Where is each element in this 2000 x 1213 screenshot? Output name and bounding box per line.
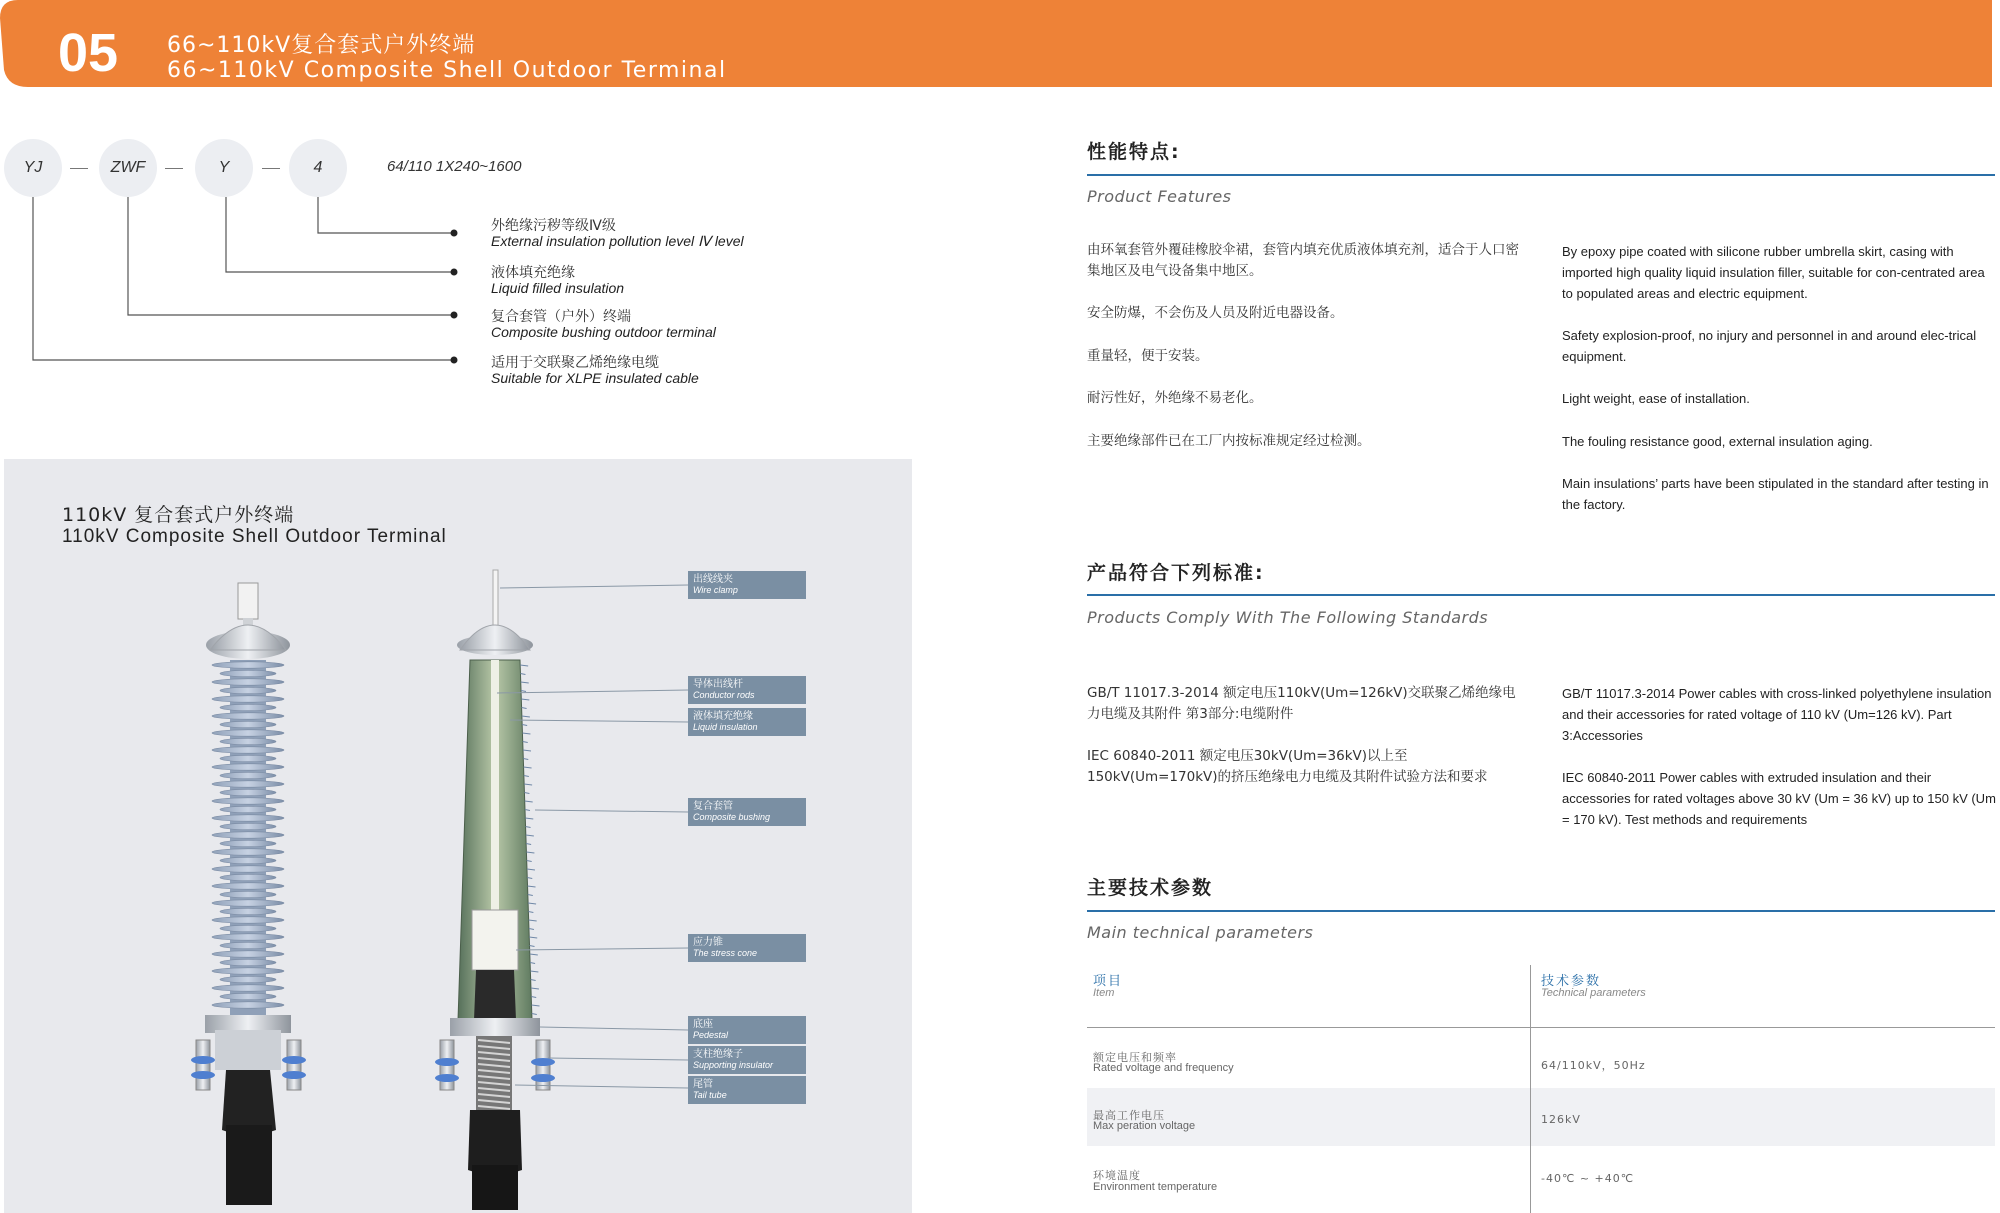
model-code-part: Y [195, 139, 253, 197]
feature-cn: 重量轻，便于安装。 [1087, 348, 1209, 364]
model-note-cn: 适用于交联聚乙烯绝缘电缆 [491, 355, 659, 371]
model-note-en: Composite bushing outdoor terminal [491, 324, 716, 340]
label-conductor-rods: 导体出线杆 Conductor rods [688, 676, 806, 704]
insulator-shed [212, 696, 284, 702]
model-spec: 64/110 1X240~1600 [387, 158, 522, 175]
feature-cn: 耐污性好，外绝缘不易老化。 [1087, 390, 1263, 406]
insulator-shed [212, 832, 284, 838]
section-shed [526, 852, 534, 853]
section-shed [523, 759, 528, 760]
insulator-shed [212, 968, 284, 974]
section-shed [531, 988, 539, 989]
section-shed [530, 954, 538, 955]
insulator-shed [212, 1002, 284, 1008]
model-note-cn: 外绝缘污秽等级Ⅳ级 [491, 218, 616, 234]
section-shed [525, 801, 533, 802]
table-row-value: 64/110kV，50Hz [1541, 1059, 1646, 1072]
insulator-shed [212, 934, 284, 940]
insulator-shed [220, 721, 276, 727]
section-shed [526, 827, 531, 828]
insulator-shed [212, 662, 284, 668]
feature-en: The fouling resistance good, external insulation aging. [1562, 434, 1873, 449]
model-note-en: External insulation pollution level Ⅳ level [491, 233, 744, 249]
standard-cn: IEC 60840-2011 额定电压30kV(Um=36kV)以上至150kV(Um=170kV)的挤压绝缘电力电缆及其附件试验方法和要求 [1087, 748, 1488, 785]
standards-title-cn: 产品符合下列标准: [1087, 562, 1265, 584]
model-note-cn: 复合套管（户外）终端 [491, 309, 631, 325]
table-row-label-en: Environment temperature [1093, 1181, 1218, 1193]
model-code-part: YJ [4, 139, 62, 197]
header-title-cn: 66~110kV复合套式户外终端 [167, 33, 476, 58]
insulator-shed [220, 704, 276, 710]
section-shed [521, 691, 526, 692]
section-shed [526, 835, 534, 836]
insulator-shed [220, 840, 276, 846]
panel-title-cn: 110kV 复合套式户外终端 [62, 504, 295, 526]
section-shed [532, 1014, 537, 1015]
insulator-shed [220, 772, 276, 778]
insulator-shed [212, 849, 284, 855]
section-shed [529, 937, 537, 938]
params-divider [1087, 910, 1995, 912]
insulator-shed [220, 908, 276, 914]
section-shed [521, 699, 529, 700]
label-wire-clamp: 出线线夹 Wire clamp [688, 571, 806, 599]
section-shed [531, 997, 536, 998]
table-row-label-cn: 最高工作电压 [1093, 1109, 1165, 1122]
standards-title-en: Products Comply With The Following Standards [1087, 608, 1489, 627]
section-shed [528, 895, 533, 896]
section-shed [524, 784, 532, 785]
insulator-shed [220, 959, 276, 965]
insulator-shed [212, 951, 284, 957]
model-code-part: 4 [289, 139, 347, 197]
section-shed [523, 742, 528, 743]
section-shed [524, 776, 529, 777]
insulator-shed [220, 670, 276, 676]
insulator-shed [212, 713, 284, 719]
section-shed [527, 869, 535, 870]
label-supporting-insulator: 支柱绝缘子 Supporting insulator [688, 1046, 806, 1074]
label-tail-tube: 尾管 Tail tube [688, 1076, 806, 1104]
table-row-label-cn: 环境温度 [1093, 1169, 1141, 1182]
insulator-shed [220, 687, 276, 693]
table-row-label-en: Rated voltage and frequency [1093, 1062, 1234, 1074]
feature-en: Light weight, ease of installation. [1562, 391, 1750, 406]
standard-en: GB/T 11017.3-2014 Power cables with cross-linked polyethylene insulation and their accessories for rated voltage of 110 kV (Um=126 kV). Part 3:Accessories [1562, 686, 1992, 743]
section-shed [520, 665, 528, 666]
external-view [191, 583, 306, 1205]
model-note-en: Liquid filled insulation [491, 280, 625, 296]
model-note-en: Suitable for XLPE insulated cable [491, 370, 699, 386]
insulator-shed [212, 679, 284, 685]
table-head-param-cn: 技术参数 [1541, 974, 1602, 989]
section-shed [520, 674, 525, 675]
insulator-shed [220, 806, 276, 812]
section-shed [522, 725, 527, 726]
table-column-divider [1530, 965, 1531, 1213]
feature-cn: 安全防爆，不会伤及人员及附近电器设备。 [1087, 305, 1344, 321]
section-shed [526, 844, 531, 845]
section-shed [532, 1005, 540, 1006]
insulator-shed [220, 993, 276, 999]
feature-cn: 由环氧套管外覆硅橡胶伞裙，套管内填充优质液体填充剂，适合于人口密集地区及电气设备集中地区。 [1087, 242, 1519, 279]
label-composite-bushing: 复合套管 Composite bushing [688, 798, 806, 826]
standard-cn: GB/T 11017.3-2014 额定电压110kV(Um=126kV)交联聚乙烯绝缘电力电缆及其附件 第3部分:电缆附件 [1087, 685, 1516, 722]
panel-title-en: 110kV Composite Shell Outdoor Terminal [62, 526, 447, 547]
section-shed [522, 716, 530, 717]
section-number: 05 [58, 23, 119, 83]
insulator-shed [212, 985, 284, 991]
section-shed [523, 750, 531, 751]
label-pedestal: 底座 Pedestal [688, 1016, 806, 1044]
feature-en: Main insulations’ parts have been stipulated in the standard after testing in the factory. [1562, 476, 1989, 512]
insulator-shed [212, 917, 284, 923]
insulator-shed [212, 883, 284, 889]
insulator-shed [220, 789, 276, 795]
label-liquid-insulation: 液体填充绝缘 Liquid insulation [688, 708, 806, 736]
insulator-shed [212, 747, 284, 753]
standard-en: IEC 60840-2011 Power cables with extruded insulation and their accessories for rated voltages above 30 kV (Um = 36 kV) up to 150 kV (Um = 170 kV). Test methods and requirements [1562, 770, 1996, 827]
features-title-en: Product Features [1087, 187, 1232, 206]
section-shed [522, 733, 530, 734]
feature-cn: 主要绝缘部件已在工厂内按标准规定经过检测。 [1087, 433, 1371, 449]
insulator-shed [220, 738, 276, 744]
insulator-shed [212, 815, 284, 821]
table-row-value: 126kV [1541, 1113, 1581, 1126]
insulator-shed [212, 781, 284, 787]
insulator-shed [220, 891, 276, 897]
insulator-shed [212, 764, 284, 770]
insulator-shed [220, 823, 276, 829]
feature-en: Safety explosion-proof, no injury and personnel in and around elec-trical equipment. [1562, 328, 1977, 364]
insulator-shed [212, 866, 284, 872]
insulator-shed [220, 874, 276, 880]
insulator-shed [212, 730, 284, 736]
section-shed [530, 946, 535, 947]
features-title-cn: 性能特点: [1087, 141, 1181, 163]
feature-en: By epoxy pipe coated with silicone rubber umbrella skirt, casing with imported high quality liquid insulation filler, suitable for con-centrated area to populated areas and electric equipment. [1562, 244, 1985, 301]
section-shed [529, 929, 534, 930]
table-head-item-cn: 项目 [1093, 974, 1124, 989]
section-shed [528, 886, 536, 887]
standards-divider [1087, 594, 1995, 596]
model-note-cn: 液体填充绝缘 [491, 265, 575, 281]
params-title-cn: 主要技术参数 [1087, 877, 1214, 899]
section-shed [530, 971, 538, 972]
table-row-value: -40℃ ~ +40℃ [1541, 1172, 1635, 1185]
section-shed [525, 818, 533, 819]
label-stress-cone: 应力锥 The stress cone [688, 934, 806, 962]
insulator-shed [212, 900, 284, 906]
insulator-shed [220, 976, 276, 982]
section-shed [524, 767, 532, 768]
section-shed [531, 980, 536, 981]
section-shed [524, 793, 529, 794]
table-head-param-en: Technical parameters [1541, 987, 1646, 999]
insulator-shed [220, 857, 276, 863]
table-row-label-cn: 额定电压和频率 [1093, 1051, 1177, 1064]
insulator-shed [212, 798, 284, 804]
model-code-part: ZWF [99, 139, 157, 197]
section-shed [529, 920, 537, 921]
params-title-en: Main technical parameters [1087, 923, 1314, 942]
section-shed [530, 963, 535, 964]
table-head-item-en: Item [1093, 987, 1115, 999]
header-title-en: 66~110kV Composite Shell Outdoor Terminal [167, 58, 727, 83]
features-divider [1087, 174, 1995, 176]
insulator-shed [220, 755, 276, 761]
table-row-label-en: Max peration voltage [1093, 1120, 1196, 1132]
section-shed [527, 861, 532, 862]
section-view [435, 570, 555, 1210]
section-shed [522, 708, 527, 709]
section-shed [521, 682, 529, 683]
insulator-shed [220, 942, 276, 948]
section-shed [527, 878, 532, 879]
section-shed [528, 903, 536, 904]
table-header-divider [1087, 1027, 1995, 1028]
section-shed [528, 912, 533, 913]
insulator-shed [220, 925, 276, 931]
section-shed [525, 810, 530, 811]
